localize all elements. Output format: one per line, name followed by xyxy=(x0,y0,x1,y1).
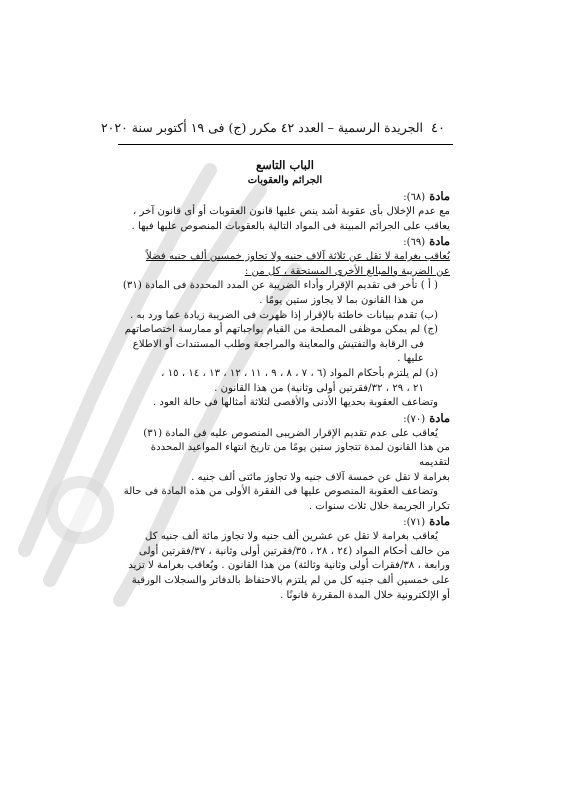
list-item-continuation: فى الرقابة والتفتيش والمعاينة والمراجعة وطلب المستندات أو الاطلاع عليها . xyxy=(132,338,424,365)
paragraph-line: يُعاقب على عدم تقديم الإقرار الضريبى المنصوص عليه فى المادة (٣١) xyxy=(143,427,438,439)
header-title: الجريدة الرسمية – العدد ٤٢ مكرر (ج) فى ١٩ أكتوبر سنة ٢٠٢٠ xyxy=(100,120,424,135)
article-number: (٧١): xyxy=(403,517,426,529)
paragraph-line: تكرار الجريمة خلال ثلاث سنوات . xyxy=(308,500,450,512)
article-number: (٦٨): xyxy=(403,192,426,203)
paragraph-line: بغرامة لا تقل عن خمسة آلاف جنيه ولا تجاوز مائتى ألف جنيه . xyxy=(191,471,450,483)
paragraph-line: وتضاعف العقوبة المنصوص عليها فى الفقرة الأولى من هذه المادة فى حالة xyxy=(123,486,438,498)
list-item-continuation: ٢١ ، ٢٩ ، ٣٢/فقرتين أولى وثانية) من هذا القانون . xyxy=(214,382,424,394)
paragraph-line: يُعاقب بغرامة لا تقل عن عشرين ألف جنيه ولا تجاوز مائة ألف جنيه كل xyxy=(145,531,438,543)
list-item: (ب) تقدم ببيانات خاطئة بالإقرار إذا ظهرت فى الضريبة زيادة عما ورد به . xyxy=(130,309,438,321)
article-number: (٦٩): xyxy=(403,237,426,249)
article-heading xyxy=(120,234,450,250)
paragraph-line: من هذا القانون لمدة تتجاوز ستين يومًا من تاريخ انتهاء المواعيد المحددة لتقديمه xyxy=(150,442,450,468)
list-item: (ج) لم يمكن موظفى المصلحة من القيام بواجباتهم أو ممارسة اختصاصاتهم xyxy=(124,324,438,336)
paragraph-line: وتضاعف العقوبة بحديها الأدنى والأقصى لثلاثة أمثالها فى حالة العود . xyxy=(152,397,438,409)
list-item: ( أ ) تأخر فى تقديم الإقرار وأداء الضريبة عن المدد المحددة فى المادة (٣١) xyxy=(122,280,438,292)
document-body xyxy=(120,158,450,603)
chapter-subtitle: الجرائم والعقوبات xyxy=(247,175,323,186)
paragraph-line: عن الضريبة والمبالغ الأخرى المستحقة ، كل من : xyxy=(244,265,450,277)
article-heading xyxy=(120,411,450,427)
paragraph-line: يعاقب على الجرائم المبينة فى المواد التالية بالعقوبات المنصوص عليها فيها . xyxy=(131,220,450,232)
header-rule xyxy=(118,144,453,145)
paragraph-line: من خالف أحكام المواد (٢٤ ، ٢٨ ، ٣٥/فقرتين أولى وثانية ، ٣٧/فقرتين أولى xyxy=(138,545,450,557)
article-label: مادة xyxy=(429,514,450,529)
paragraph-line: يُعاقب بغرامة لا تقل عن ثلاثة آلاف جنيه ولا تجاوز خمسين ألف جنيه فضلاً xyxy=(146,251,450,263)
article-label: مادة xyxy=(429,410,450,425)
chapter-title: الباب التاسع xyxy=(256,158,314,172)
paragraph-line: على خمسين ألف جنيه كل من لم يلتزم بالاحتفاظ بالدفاتر والسجلات الورقية xyxy=(131,575,450,587)
page-number: ٤٠ xyxy=(431,121,445,136)
article-heading xyxy=(120,189,450,205)
paragraph-line: مع عدم الإخلال بأى عقوبة أشد ينص عليها قانون العقوبات أو أى قانون آخر ، xyxy=(133,206,450,217)
article-label: مادة xyxy=(429,234,450,249)
article-heading xyxy=(120,514,450,530)
paragraph-line: أو الإلكترونية خلال المدة المقررة قانونًا . xyxy=(280,589,450,601)
list-item: (د) لم يلتزم بأحكام المواد (٦ ، ٧ ، ٨ ، ٩ ، ١١ ، ١٢ ، ١٣ ، ١٤ ، ١٥ ، xyxy=(161,367,438,379)
article-number: (٧٠): xyxy=(403,413,426,425)
page-header xyxy=(100,120,445,136)
article-label: مادة xyxy=(429,189,450,203)
paragraph-line: ورابعة ، ٣٨/فقرات أولى وثانية وثالثة) من هذا القانون . ويُعاقب بغرامة لا تزيد xyxy=(128,560,450,572)
list-item-continuation: من هذا القانون بما لا يجاوز ستين يومًا . xyxy=(259,294,424,306)
